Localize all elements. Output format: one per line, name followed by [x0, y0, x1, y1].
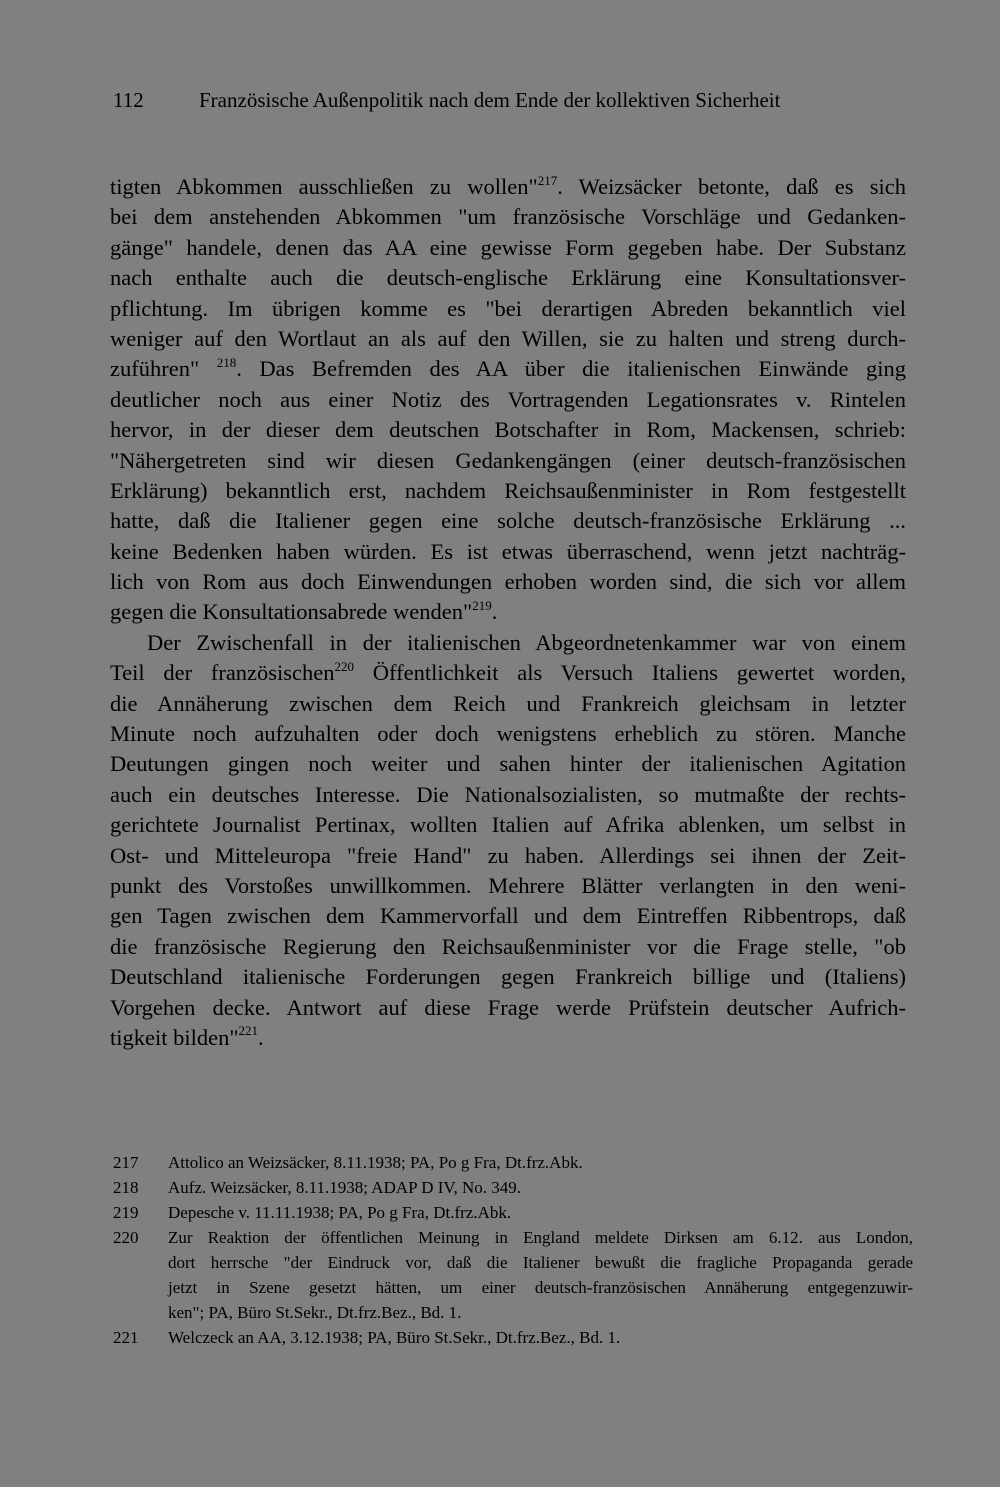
- footnote-reference: 218: [216, 354, 237, 370]
- body-line-text: Teil der französischen: [110, 660, 335, 686]
- body-line-text: deutlicher noch aus einer Notiz des Vortragenden Legationsrates v. Rintelen: [110, 386, 906, 412]
- body-line: [110, 871, 906, 901]
- footnote-text: [168, 1150, 913, 1175]
- body-line: [110, 446, 906, 476]
- footnote: [113, 1175, 913, 1200]
- body-line: [110, 841, 906, 871]
- body-line: [110, 749, 906, 779]
- body-line-text: auch ein deutsches Interesse. Die Nationalsozialisten, so mutmaßte der rechts-: [110, 781, 906, 807]
- body-line: [110, 901, 906, 931]
- footnote-text: [168, 1225, 913, 1325]
- body-line-text: gerichtete Journalist Pertinax, wollten Italien auf Afrika ablenken, um selbst in: [110, 812, 906, 838]
- footnote-number: 220: [113, 1228, 139, 1247]
- footnote: [113, 1150, 913, 1175]
- body-line-text: "Nähergetreten sind wir diesen Gedankengängen (einer deutsch-französischen: [110, 447, 906, 473]
- body-line-text: weniger auf den Wortlaut an als auf den Willen, sie zu halten und streng durch-: [110, 325, 906, 351]
- body-line-text: lich von Rom aus doch Einwendungen erhoben worden sind, die sich vor allem: [110, 569, 906, 595]
- footnote-reference: 221: [238, 1023, 259, 1039]
- body-line-text: punkt des Vorstoßes unwillkommen. Mehrere Blätter verlangten in den weni-: [110, 872, 906, 898]
- body-line-text: die französische Regierung den Reichsaußenminister vor die Frage stelle, "ob: [110, 933, 906, 959]
- body-line-text: zuführen": [110, 356, 217, 382]
- body-line-text: .: [491, 599, 498, 625]
- running-head-title: Französische Außenpolitik nach dem Ende der kollektiven Sicherheit: [199, 88, 781, 112]
- body-line: [110, 689, 906, 719]
- body-line-text: die Annäherung zwischen dem Reich und Frankreich gleichsam in letzter: [110, 690, 906, 716]
- footnote-text: [168, 1175, 913, 1200]
- body-line-text: . Weizsäcker betonte, daß es sich: [557, 174, 906, 199]
- body-line-text: . Das Befremden des AA über die italienischen Einwände ging: [236, 356, 906, 382]
- body-line: [110, 385, 906, 415]
- body-line: [110, 354, 906, 384]
- body-line: [110, 537, 906, 567]
- body-line: [110, 233, 906, 263]
- body-line: [110, 1023, 906, 1053]
- footnote-line: Zur Reaktion der öffentlichen Meinung in England meldete Dirksen am 6.12. aus London,: [168, 1228, 913, 1247]
- footnote-number: 221: [113, 1328, 139, 1347]
- body-line-text: hervor, in der dieser dem deutschen Botschafter in Rom, Mackensen, schrieb:: [110, 417, 906, 443]
- body-line-text: gen Tagen zwischen dem Kammervorfall und dem Eintreffen Ribbentrops, daß: [110, 903, 906, 929]
- body-line: [110, 324, 906, 354]
- body-line: [110, 658, 906, 688]
- body-line-text: tigten Abkommen ausschließen zu wollen": [110, 174, 538, 199]
- body-line-text: Minute noch aufzuhalten oder doch wenigstens erheblich zu stören. Manche: [110, 721, 906, 747]
- body-line-text: pflichtung. Im übrigen komme es "bei derartigen Abreden bekanntlich viel: [110, 295, 906, 321]
- body-line: [110, 962, 906, 992]
- body-line-text: Erklärung) bekanntlich erst, nachdem Reichsaußenminister in Rom festgestellt: [110, 477, 906, 503]
- footnote-line: Attolico an Weizsäcker, 8.11.1938; PA, Po g Fra, Dt.frz.Abk.: [168, 1153, 583, 1172]
- body-line-text: Deutungen gingen noch weiter und sahen hinter der italienischen Agitation: [110, 751, 906, 777]
- body-line: [110, 780, 906, 810]
- body-line: [110, 202, 906, 232]
- body-line-text: hatte, daß die Italiener gegen eine solche deutsch-französische Erklärung ...: [110, 508, 906, 534]
- body-line-text: gegen die Konsultationsabrede wenden": [110, 599, 473, 625]
- body-line-text: tigkeit bilden": [110, 1024, 239, 1050]
- body-line-text: keine Bedenken haben würden. Es ist etwas überraschend, wenn jetzt nachträg-: [110, 538, 906, 564]
- body-line: [110, 476, 906, 506]
- body-line: [110, 932, 906, 962]
- body-line: [110, 719, 906, 749]
- footnote-number: 218: [113, 1178, 139, 1197]
- footnote-text: [168, 1200, 913, 1225]
- body-line: [110, 506, 906, 536]
- body-line: [110, 263, 906, 293]
- body-line: [110, 172, 906, 202]
- footnote-number: 217: [113, 1153, 139, 1172]
- body-line: [110, 415, 906, 445]
- body-line-text: .: [258, 1024, 264, 1050]
- footnotes: [113, 1150, 913, 1350]
- running-head: [113, 86, 913, 114]
- body-text: [110, 172, 906, 1053]
- footnote: [113, 1200, 913, 1225]
- footnote-line: Welczeck an AA, 3.12.1938; PA, Büro St.Sekr., Dt.frz.Bez., Bd. 1.: [168, 1328, 621, 1347]
- body-line: [110, 810, 906, 840]
- body-line-text: nach enthalte auch die deutsch-englische Erklärung eine Konsultationsver-: [110, 265, 906, 291]
- footnote-reference: 219: [472, 597, 492, 613]
- footnote-line: dort herrsche "der Eindruck vor, daß die Italiener bewußt die fragliche Propaganda gerade: [168, 1253, 913, 1272]
- body-line-text: Der Zwischenfall in der italienischen Abgeordnetenkammer war von einem: [147, 629, 906, 655]
- body-line-text: Vorgehen decke. Antwort auf diese Frage werde Prüfstein deutscher Aufrich-: [110, 994, 906, 1020]
- body-line-text: Öffentlichkeit als Versuch Italiens gewertet worden,: [354, 660, 906, 686]
- footnote-line: Aufz. Weizsäcker, 8.11.1938; ADAP D IV, No. 349.: [168, 1178, 522, 1197]
- body-line-text: Deutschland italienische Forderungen gegen Frankreich billige und (Italiens): [110, 964, 906, 990]
- body-line-text: bei dem anstehenden Abkommen "um französische Vorschläge und Gedanken-: [110, 204, 906, 230]
- page-number: 112: [113, 88, 144, 112]
- footnote: [113, 1225, 913, 1325]
- body-line: [110, 628, 906, 658]
- body-line: [110, 597, 906, 627]
- footnote-number: 219: [113, 1203, 139, 1222]
- body-line-text: Ost- und Mitteleuropa "freie Hand" zu haben. Allerdings sei ihnen der Zeit-: [110, 842, 906, 868]
- footnote-line: ken"; PA, Büro St.Sekr., Dt.frz.Bez., Bd. 1.: [168, 1303, 462, 1322]
- footnote: [113, 1325, 913, 1350]
- body-line: [110, 294, 906, 324]
- body-line: [110, 567, 906, 597]
- body-line: [110, 993, 906, 1023]
- footnote-line: Depesche v. 11.11.1938; PA, Po g Fra, Dt.frz.Abk.: [168, 1203, 512, 1222]
- footnote-reference: 217: [537, 172, 558, 188]
- body-line-text: gänge" handele, denen das AA eine gewisse Form gegeben habe. Der Substanz: [110, 234, 906, 260]
- footnote-reference: 220: [334, 658, 355, 674]
- footnote-line: jetzt in Szene gesetzt hätten, um einer deutsch-französischen Annäherung entgegenzuwir-: [168, 1278, 913, 1297]
- footnote-text: [168, 1325, 913, 1350]
